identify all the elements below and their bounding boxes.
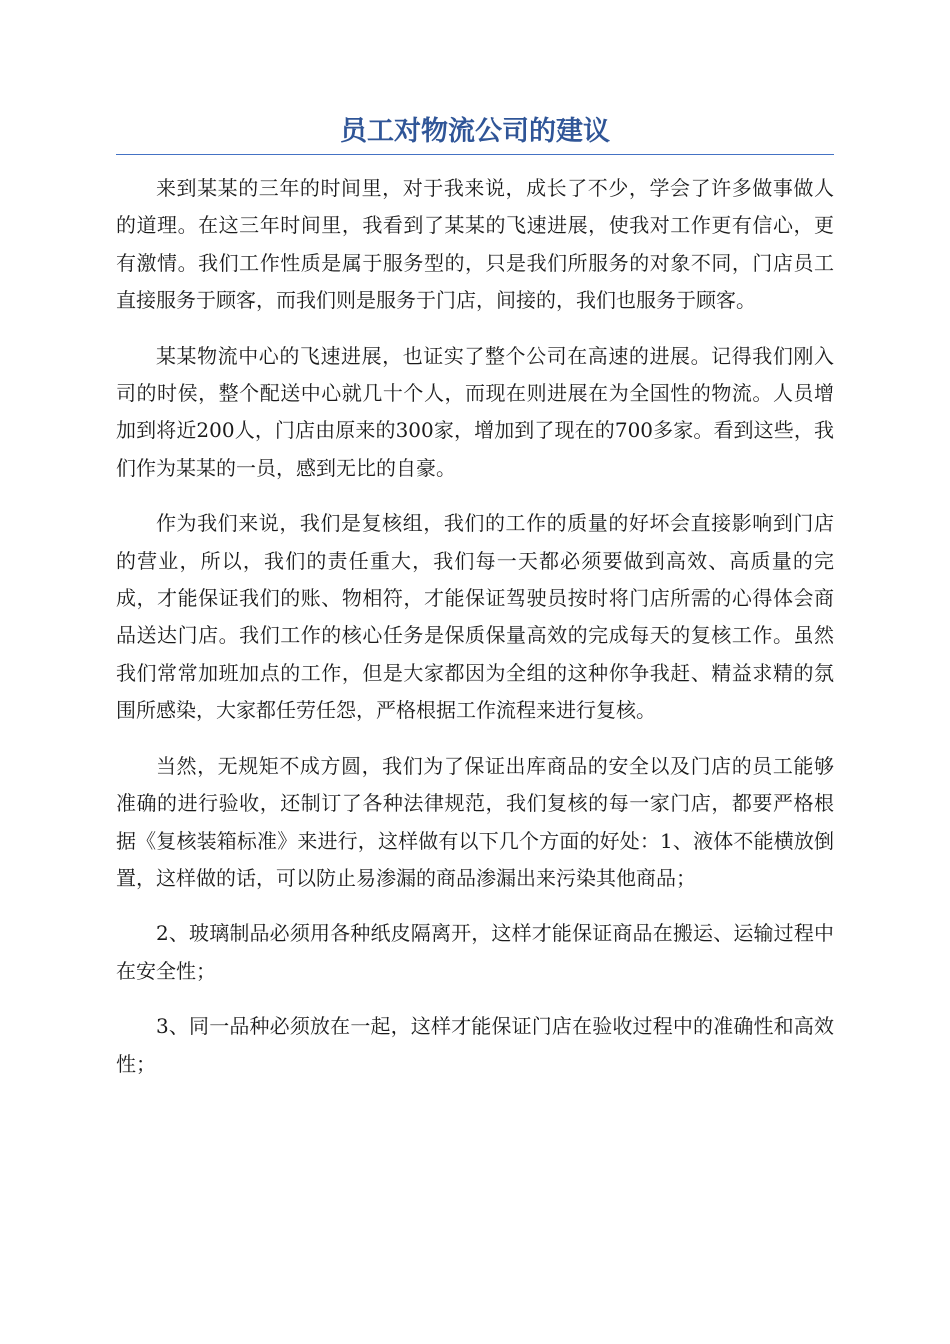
- title-underline: [116, 154, 834, 155]
- document-body: [116, 170, 834, 1101]
- paragraph-6: 3、同一品种必须放在一起，这样才能保证门店在验收过程中的准确性和高效性；: [116, 1014, 834, 1076]
- paragraph-2: 某某物流中心的飞速进展，也证实了整个公司在高速的进展。记得我们刚入司的时侯，整个配送中心就几十个人，而现在则进展在为全国性的物流。人员增加到将近200人，门店由原来的300家，增加到了现在的700多家。看到这些，我们作为某某的一员，感到无比的自豪。: [116, 343, 834, 480]
- paragraph-5: 2、玻璃制品必须用各种纸皮隔离开，这样才能保证商品在搬运、运输过程中在安全性；: [116, 921, 834, 983]
- paragraph-3: 作为我们来说，我们是复核组，我们的工作的质量的好坏会直接影响到门店的营业，所以，我们的责任重大，我们每一天都必须要做到高效、高质量的完成，才能保证我们的账、物相符，才能保证驾驶员按时将门店所需的心得体会商品送达门店。我们工作的核心任务是保质保量高效的完成每天的复核工作。虽然我们常常加班加点的工作，但是大家都因为全组的这种你争我赶、精益求精的氛围所感染，大家都任劳任怨，严格根据工作流程来进行复核。: [116, 511, 834, 723]
- paragraph-4: 当然，无规矩不成方圆，我们为了保证出库商品的安全以及门店的员工能够准确的进行验收，还制订了各种法律规范，我们复核的每一家门店，都要严格根据《复核装箱标准》来进行，这样做有以下几个方面的好处：1、液体不能横放倒置，这样做的话，可以防止易渗漏的商品渗漏出来污染其他商品；: [116, 753, 834, 890]
- paragraph-1: 来到某某的三年的时间里，对于我来说，成长了不少，学会了许多做事做人的道理。在这三年时间里，我看到了某某的飞速进展，使我对工作更有信心，更有激情。我们工作性质是属于服务型的，只是我们所服务的对象不同，门店员工直接服务于顾客，而我们则是服务于门店，间接的，我们也服务于顾客。: [116, 176, 834, 313]
- document-title: 员工对物流公司的建议: [340, 116, 610, 147]
